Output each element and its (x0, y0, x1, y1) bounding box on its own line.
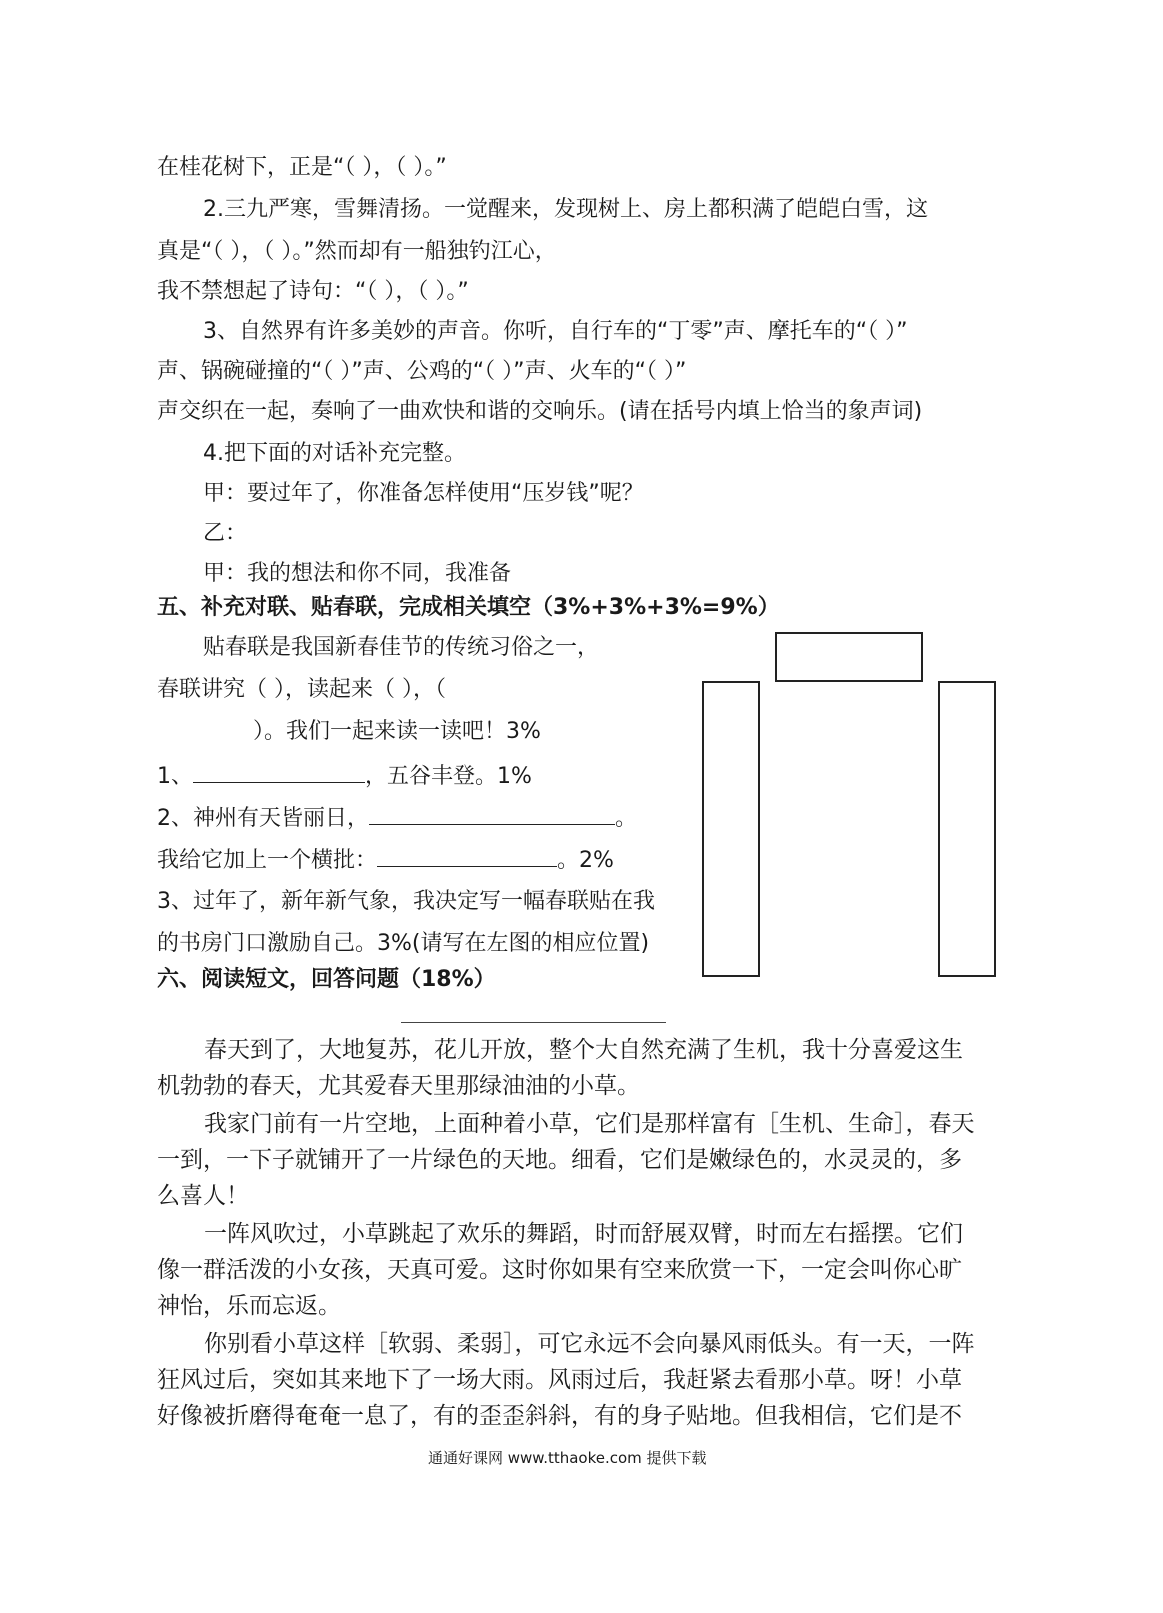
s5-item-1 (157, 762, 532, 791)
s5-item-2b-suffix: 。2% (557, 848, 614, 873)
s5-item-2b-prefix: 我给它加上一个横批： (157, 848, 378, 873)
q1-line: 在桂花树下，正是“（ ），（ ）。” (157, 155, 447, 180)
s5-item-1-prefix: 1、 (157, 764, 193, 789)
s5-intro-2: 春联讲究（ ），读起来（ ），（ (157, 677, 446, 702)
q4-dialogue-jia-1: 甲：要过年了，你准备怎样使用“压岁钱”呢？ (203, 481, 644, 506)
couplet-horizontal-box (775, 632, 923, 682)
p1-line-1: 春天到了，大地复苏，花儿开放，整个大自然充满了生机，我十分喜爱这生 (204, 1037, 963, 1063)
s5-intro-1: 贴春联是我国新春佳节的传统习俗之一， (203, 635, 600, 660)
p4-line-3: 好像被折磨得奄奄一息了，有的歪歪斜斜，有的身子贴地。但我相信，它们是不 (157, 1403, 962, 1429)
s5-item-2b (157, 846, 614, 875)
p2-line-3: 么喜人！ (157, 1183, 249, 1209)
blank-line (369, 804, 615, 825)
blank-line (193, 762, 365, 783)
s5-item-2-prefix: 2、神州有天皆丽日， (157, 806, 369, 831)
q3-line-3: 声交织在一起，奏响了一曲欢快和谐的交响乐。(请在括号内填上恰当的象声词) (157, 399, 923, 424)
p4-line-2: 狂风过后，突如其来地下了一场大雨。风雨过后，我赶紧去看那小草。呀！小草 (157, 1367, 962, 1393)
q2-line-1: 2.三九严寒，雪舞清扬。一觉醒来，发现树上、房上都积满了皑皑白雪，这 (203, 197, 928, 222)
section5-heading: 五、补充对联、贴春联，完成相关填空（3%+3%+3%=9%） (157, 595, 780, 620)
s5-item-3-line-1: 3、过年了，新年新气象，我决定写一幅春联贴在我 (157, 889, 655, 914)
s5-item-1-suffix: ，五谷丰登。1% (365, 764, 532, 789)
s5-item-2-suffix: 。 (615, 806, 638, 831)
q3-line-1: 3、自然界有许多美妙的声音。你听，自行车的“丁零”声、摩托车的“（ ）” (203, 319, 908, 344)
q4-dialogue-yi: 乙： (203, 521, 248, 546)
q2-line-2: 真是“（ ），（ ）。”然而却有一船独钓江心， (157, 239, 557, 264)
q4-title: 4.把下面的对话补充完整。 (203, 441, 466, 466)
couplet-left-box (702, 681, 760, 977)
s5-intro-3: ）。我们一起来读一读吧！3% (253, 719, 541, 744)
p1-line-2: 机勃勃的春天，尤其爱春天里那绿油油的小草。 (157, 1073, 640, 1099)
p2-line-1: 我家门前有一片空地，上面种着小草，它们是那样富有［生机、生命］，春天 (204, 1111, 975, 1137)
section6-heading: 六、阅读短文，回答问题（18%） (157, 967, 496, 992)
blank-line (377, 846, 557, 867)
q3-line-2: 声、锅碗碰撞的“（ ）”声、公鸡的“（ ）”声、火车的“（ ）” (157, 359, 687, 384)
q4-dialogue-jia-2: 甲：我的想法和你不同，我准备 (203, 561, 512, 586)
q2-line-3: 我不禁想起了诗句：“（ ），（ ）。” (157, 279, 469, 304)
p2-line-2: 一到，一下子就铺开了一片绿色的天地。细看，它们是嫩绿色的，水灵灵的，多 (157, 1147, 962, 1173)
s5-item-2 (157, 804, 637, 833)
s5-item-3-line-2: 的书房门口激励自己。3%(请写在左图的相应位置) (157, 931, 650, 956)
p3-line-1: 一阵风吹过，小草跳起了欢乐的舞蹈，时而舒展双臂，时而左右摇摆。它们 (204, 1221, 963, 1247)
page-footer: 通通好课网 www.tthaoke.com 提供下载 (428, 1449, 707, 1467)
p3-line-2: 像一群活泼的小女孩，天真可爱。这时你如果有空来欣赏一下，一定会叫你心旷 (157, 1257, 962, 1283)
p3-line-3: 神怡，乐而忘返。 (157, 1293, 341, 1319)
couplet-right-box (938, 681, 996, 977)
p4-line-1: 你别看小草这样［软弱、柔弱］，可它永远不会向暴风雨低头。有一天，一阵 (204, 1331, 975, 1357)
title-blank-line (401, 1022, 666, 1023)
